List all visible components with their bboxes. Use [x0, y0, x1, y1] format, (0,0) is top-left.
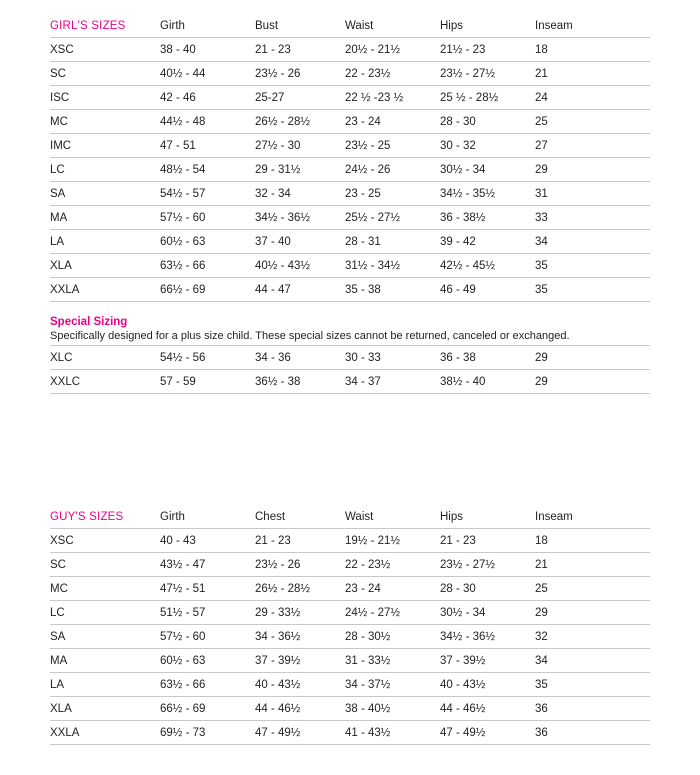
cell-waist: 31½ - 34½: [345, 259, 400, 272]
table-row: [50, 697, 650, 721]
cell-girth: 60½ - 63: [160, 654, 206, 667]
cell-hips: 40 - 43½: [440, 678, 486, 691]
table-row: [50, 370, 650, 394]
guys-sizes-title: GUY'S SIZES: [50, 510, 124, 523]
girls-column-bust: Bust: [255, 19, 279, 32]
cell-girth: 42 - 46: [160, 91, 196, 104]
table-row: [50, 577, 650, 601]
table-row: [50, 62, 650, 86]
girls-column-inseam: Inseam: [535, 19, 573, 32]
guys-column-chest: Chest: [255, 510, 286, 523]
cell-girth: 57 - 59: [160, 375, 196, 388]
cell-chest: 37 - 39½: [255, 654, 301, 667]
cell-inseam: 34: [535, 235, 548, 248]
cell-chest: 47 - 49½: [255, 726, 301, 739]
table-row: [50, 86, 650, 110]
cell-waist: 22 - 23½: [345, 558, 391, 571]
cell-waist: 23 - 24: [345, 582, 381, 595]
size-code: XXLA: [50, 283, 80, 296]
cell-waist: 19½ - 21½: [345, 534, 400, 547]
cell-hips: 38½ - 40: [440, 375, 486, 388]
table-row: [50, 346, 650, 370]
cell-hips: 30½ - 34: [440, 606, 486, 619]
table-row: [50, 254, 650, 278]
cell-inseam: 34: [535, 654, 548, 667]
table-row: [50, 182, 650, 206]
table-row: [50, 38, 650, 62]
cell-bust: 34½ - 36½: [255, 211, 310, 224]
cell-hips: 28 - 30: [440, 115, 476, 128]
cell-girth: 57½ - 60: [160, 630, 206, 643]
cell-girth: 54½ - 56: [160, 351, 206, 364]
cell-girth: 66½ - 69: [160, 283, 206, 296]
cell-waist: 30 - 33: [345, 351, 381, 364]
cell-girth: 66½ - 69: [160, 702, 206, 715]
cell-girth: 43½ - 47: [160, 558, 206, 571]
table-row: [50, 110, 650, 134]
cell-girth: 38 - 40: [160, 43, 196, 56]
size-code: XXLA: [50, 726, 80, 739]
cell-inseam: 25: [535, 115, 548, 128]
cell-waist: 23 - 25: [345, 187, 381, 200]
table-row: [50, 278, 650, 302]
cell-bust: 37 - 40: [255, 235, 291, 248]
size-code: SA: [50, 187, 66, 200]
cell-girth: 40 - 43: [160, 534, 196, 547]
table-row: [50, 134, 650, 158]
size-code: MA: [50, 211, 68, 224]
cell-waist: 20½ - 21½: [345, 43, 400, 56]
size-code: LC: [50, 163, 65, 176]
cell-hips: 37 - 39½: [440, 654, 486, 667]
cell-waist: 28 - 30½: [345, 630, 391, 643]
cell-girth: 44½ - 48: [160, 115, 206, 128]
cell-girth: 54½ - 57: [160, 187, 206, 200]
guys-sizes-section: [50, 505, 650, 745]
cell-hips: 23½ - 27½: [440, 558, 495, 571]
cell-chest: 44 - 46½: [255, 702, 301, 715]
size-code: SC: [50, 67, 66, 80]
table-row: [50, 625, 650, 649]
cell-waist: 34 - 37½: [345, 678, 391, 691]
girls-sizes-table: [50, 14, 650, 302]
table-row: [50, 721, 650, 745]
cell-waist: 24½ - 26: [345, 163, 391, 176]
cell-bust: 26½ - 28½: [255, 115, 310, 128]
cell-girth: 57½ - 60: [160, 211, 206, 224]
cell-chest: 34 - 36½: [255, 630, 301, 643]
size-code: MA: [50, 654, 68, 667]
cell-chest: 29 - 33½: [255, 606, 301, 619]
cell-hips: 25 ½ - 28½: [440, 91, 499, 104]
cell-inseam: 33: [535, 211, 548, 224]
cell-inseam: 25: [535, 582, 548, 595]
girls-sizes-title: GIRL'S SIZES: [50, 19, 126, 32]
size-code: XLC: [50, 351, 73, 364]
table-row: [50, 649, 650, 673]
table-row: [50, 553, 650, 577]
cell-girth: 69½ - 73: [160, 726, 206, 739]
cell-bust: 29 - 31½: [255, 163, 301, 176]
guys-table-header-row: [50, 505, 650, 529]
cell-waist: 23½ - 25: [345, 139, 391, 152]
cell-inseam: 35: [535, 678, 548, 691]
cell-waist: 38 - 40½: [345, 702, 391, 715]
table-row: [50, 230, 650, 254]
cell-bust: 40½ - 43½: [255, 259, 310, 272]
size-code: LA: [50, 678, 65, 691]
size-code: XXLC: [50, 375, 81, 388]
cell-bust: 23½ - 26: [255, 67, 301, 80]
cell-waist: 25½ - 27½: [345, 211, 400, 224]
cell-chest: 21 - 23: [255, 534, 291, 547]
cell-inseam: 35: [535, 259, 548, 272]
cell-girth: 63½ - 66: [160, 259, 206, 272]
cell-inseam: 27: [535, 139, 548, 152]
cell-hips: 36 - 38½: [440, 211, 486, 224]
cell-hips: 44 - 46½: [440, 702, 486, 715]
girls-sizes-section: [50, 14, 650, 394]
cell-hips: 30 - 32: [440, 139, 476, 152]
size-code: MC: [50, 582, 68, 595]
cell-inseam: 36: [535, 726, 548, 739]
cell-bust: 32 - 34: [255, 187, 291, 200]
cell-waist: 22 - 23½: [345, 67, 391, 80]
cell-waist: 41 - 43½: [345, 726, 391, 739]
size-code: SA: [50, 630, 66, 643]
special-sizing-table: [50, 345, 650, 394]
table-row: [50, 601, 650, 625]
guys-column-girth: Girth: [160, 510, 185, 523]
cell-hips: 30½ - 34: [440, 163, 486, 176]
cell-hips: 42½ - 45½: [440, 259, 495, 272]
cell-bust: 34 - 36: [255, 351, 291, 364]
cell-bust: 25-27: [255, 91, 285, 104]
cell-inseam: 21: [535, 67, 548, 80]
size-code: SC: [50, 558, 66, 571]
cell-inseam: 35: [535, 283, 548, 296]
cell-inseam: 18: [535, 534, 548, 547]
cell-inseam: 36: [535, 702, 548, 715]
size-code: XLA: [50, 702, 72, 715]
cell-girth: 48½ - 54: [160, 163, 206, 176]
cell-inseam: 29: [535, 351, 548, 364]
cell-hips: 36 - 38: [440, 351, 476, 364]
cell-girth: 51½ - 57: [160, 606, 206, 619]
cell-girth: 40½ - 44: [160, 67, 206, 80]
cell-chest: 40 - 43½: [255, 678, 301, 691]
table-row: [50, 529, 650, 553]
size-code: MC: [50, 115, 68, 128]
cell-hips: 21 - 23: [440, 534, 476, 547]
size-code: IMC: [50, 139, 72, 152]
cell-hips: 28 - 30: [440, 582, 476, 595]
cell-girth: 63½ - 66: [160, 678, 206, 691]
cell-inseam: 31: [535, 187, 548, 200]
size-code: XSC: [50, 43, 74, 56]
cell-waist: 24½ - 27½: [345, 606, 400, 619]
cell-bust: 44 - 47: [255, 283, 291, 296]
cell-inseam: 21: [535, 558, 548, 571]
cell-hips: 34½ - 35½: [440, 187, 495, 200]
cell-hips: 46 - 49: [440, 283, 476, 296]
cell-inseam: 29: [535, 163, 548, 176]
special-sizing-note: Specifically designed for a plus size child. These special sizes cannot be returned, canceled or exchanged.: [50, 330, 570, 342]
girls-column-waist: Waist: [345, 19, 374, 32]
table-row: [50, 673, 650, 697]
size-code: ISC: [50, 91, 70, 104]
cell-bust: 27½ - 30: [255, 139, 301, 152]
table-row: [50, 206, 650, 230]
cell-chest: 23½ - 26: [255, 558, 301, 571]
cell-waist: 34 - 37: [345, 375, 381, 388]
cell-waist: 22 ½ -23 ½: [345, 91, 404, 104]
girls-column-hips: Hips: [440, 19, 464, 32]
cell-girth: 47 - 51: [160, 139, 196, 152]
size-code: LC: [50, 606, 65, 619]
cell-bust: 36½ - 38: [255, 375, 301, 388]
cell-inseam: 18: [535, 43, 548, 56]
girls-table-header-row: [50, 14, 650, 38]
cell-inseam: 24: [535, 91, 548, 104]
table-row: [50, 158, 650, 182]
guys-sizes-table: [50, 505, 650, 745]
guys-column-waist: Waist: [345, 510, 374, 523]
special-sizing-block: [50, 316, 650, 342]
cell-inseam: 32: [535, 630, 548, 643]
cell-hips: 39 - 42: [440, 235, 476, 248]
cell-girth: 60½ - 63: [160, 235, 206, 248]
cell-chest: 26½ - 28½: [255, 582, 310, 595]
cell-inseam: 29: [535, 606, 548, 619]
cell-waist: 23 - 24: [345, 115, 381, 128]
cell-hips: 23½ - 27½: [440, 67, 495, 80]
cell-hips: 21½ - 23: [440, 43, 486, 56]
cell-waist: 35 - 38: [345, 283, 381, 296]
special-sizing-title: Special Sizing: [50, 316, 128, 328]
cell-girth: 47½ - 51: [160, 582, 206, 595]
cell-hips: 34½ - 36½: [440, 630, 495, 643]
cell-inseam: 29: [535, 375, 548, 388]
size-code: LA: [50, 235, 65, 248]
cell-bust: 21 - 23: [255, 43, 291, 56]
guys-column-inseam: Inseam: [535, 510, 573, 523]
guys-column-hips: Hips: [440, 510, 464, 523]
cell-hips: 47 - 49½: [440, 726, 486, 739]
size-code: XSC: [50, 534, 74, 547]
cell-waist: 31 - 33½: [345, 654, 391, 667]
girls-column-girth: Girth: [160, 19, 185, 32]
size-code: XLA: [50, 259, 72, 272]
cell-waist: 28 - 31: [345, 235, 381, 248]
